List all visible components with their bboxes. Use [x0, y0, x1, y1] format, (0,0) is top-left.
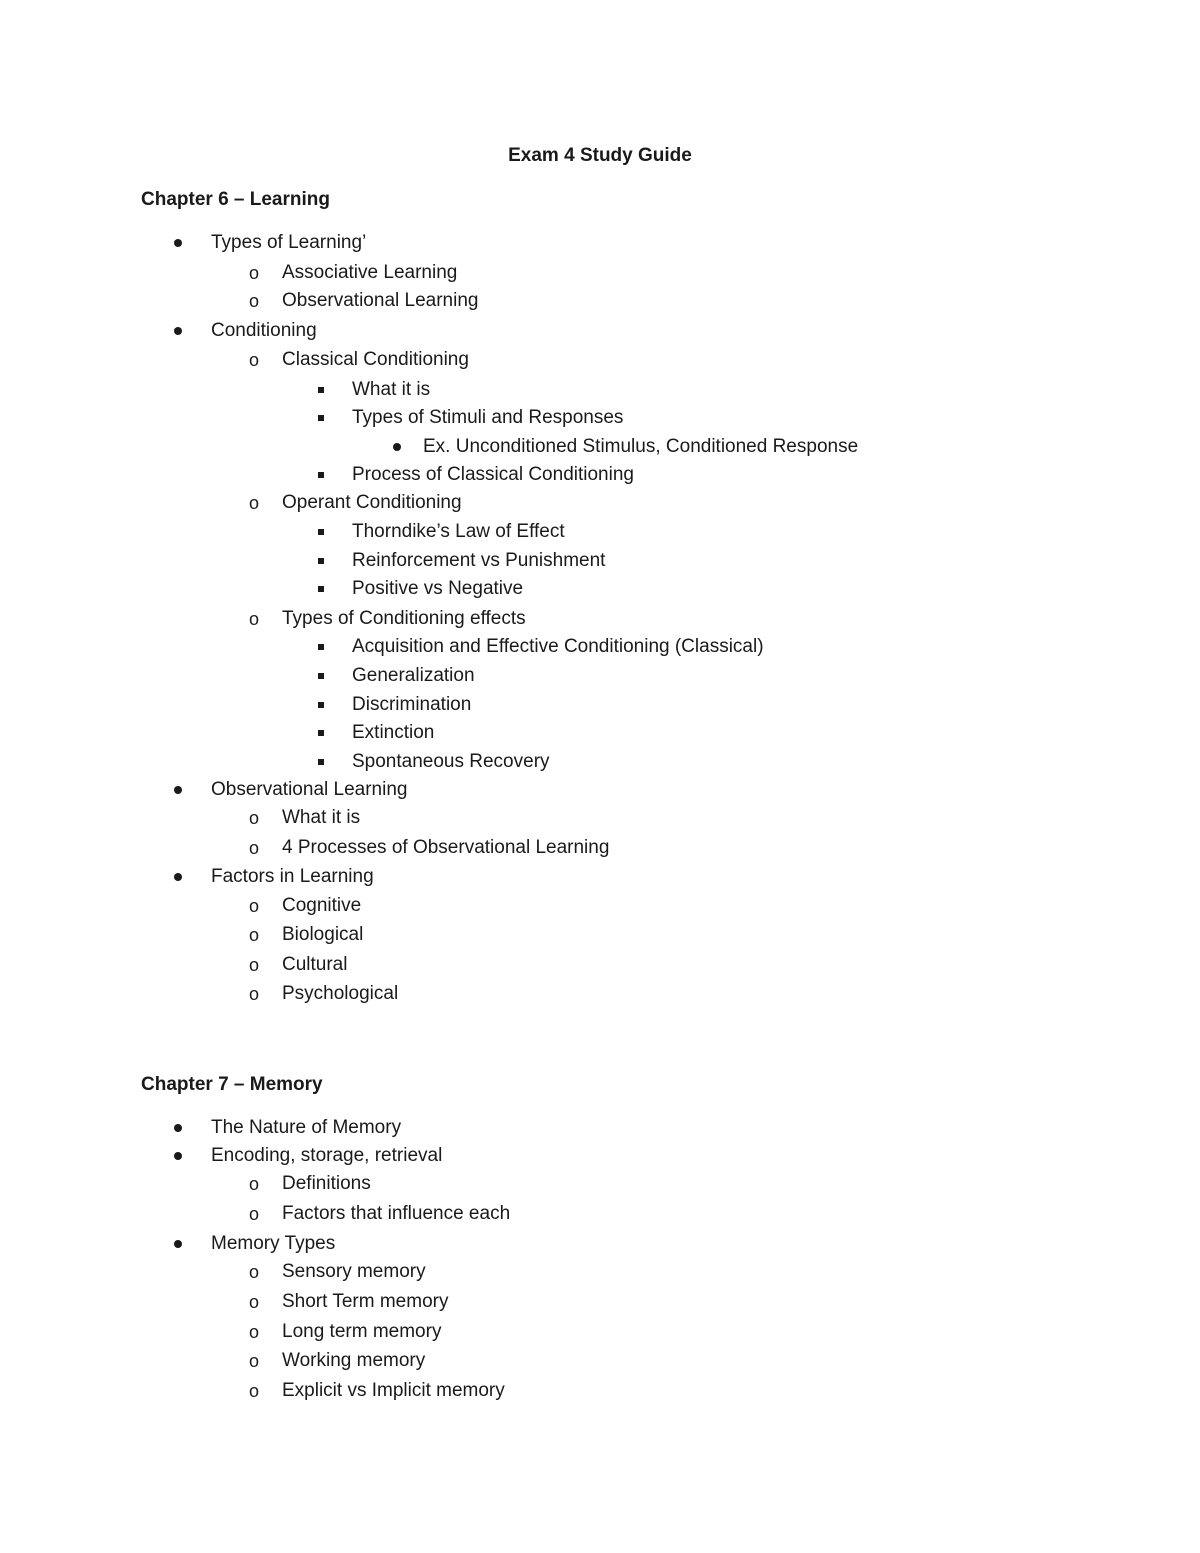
bullet-icon	[393, 434, 403, 460]
circle-bullet-icon: o	[249, 1174, 260, 1194]
page-title: Exam 4 Study Guide	[508, 145, 692, 166]
list-item-text: Biological	[282, 924, 364, 945]
list-item-text: Definitions	[282, 1173, 371, 1194]
list-item	[211, 777, 407, 803]
list-item	[352, 377, 430, 403]
square-bullet-icon	[318, 749, 326, 775]
list-item	[249, 1289, 449, 1315]
list-item	[249, 835, 610, 861]
list-item	[249, 606, 526, 632]
list-item	[249, 1171, 371, 1197]
list-item	[211, 864, 374, 890]
list-item-text: Associative Learning	[282, 262, 458, 283]
circle-bullet-icon: o	[249, 1204, 260, 1224]
list-item-text: Conditioning	[211, 320, 317, 341]
list-item	[249, 1201, 511, 1227]
circle-bullet-icon: o	[249, 808, 260, 828]
list-item	[249, 260, 458, 286]
circle-bullet-icon: o	[249, 838, 260, 858]
chapter-7-heading: Chapter 7 – Memory	[141, 1074, 323, 1095]
circle-bullet-icon: o	[249, 291, 260, 311]
bullet-icon	[174, 777, 184, 803]
list-item	[352, 576, 523, 602]
circle-bullet-icon: o	[249, 984, 260, 1004]
bullet-icon	[174, 318, 184, 344]
list-item	[211, 318, 317, 344]
list-item-text: Psychological	[282, 983, 399, 1004]
list-item	[249, 490, 462, 516]
chapter-6-heading: Chapter 6 – Learning	[141, 189, 330, 210]
list-item	[211, 1143, 442, 1169]
list-item-text: Working memory	[282, 1350, 426, 1371]
list-item	[211, 1115, 401, 1141]
list-item-text: Generalization	[352, 665, 475, 686]
list-item	[352, 749, 550, 775]
list-item-text: Acquisition and Effective Conditioning (Classical)	[352, 636, 764, 657]
list-item	[352, 462, 634, 488]
list-item-text: What it is	[352, 379, 431, 400]
square-bullet-icon	[318, 720, 326, 746]
list-item-text: 4 Processes of Observational Learning	[282, 837, 610, 858]
list-item-text: Sensory memory	[282, 1261, 426, 1282]
list-item	[249, 288, 479, 314]
list-item-text: Spontaneous Recovery	[352, 751, 550, 772]
square-bullet-icon	[318, 634, 326, 660]
circle-bullet-icon: o	[249, 1381, 260, 1401]
circle-bullet-icon: o	[249, 1292, 260, 1312]
list-item	[352, 548, 605, 574]
bullet-icon	[174, 1231, 184, 1257]
list-item	[249, 952, 348, 978]
list-item-text: Types of Learning’	[211, 232, 367, 253]
square-bullet-icon	[318, 576, 326, 602]
list-item-text: Memory Types	[211, 1233, 336, 1254]
list-item-text: Process of Classical Conditioning	[352, 464, 634, 485]
list-item-text: Discrimination	[352, 694, 472, 715]
list-item	[352, 519, 565, 545]
bullet-icon	[174, 230, 184, 256]
circle-bullet-icon: o	[249, 263, 260, 283]
list-item-text: Reinforcement vs Punishment	[352, 550, 606, 571]
list-item	[352, 405, 623, 431]
list-item-text: Factors in Learning	[211, 866, 374, 887]
list-item-text: Cognitive	[282, 895, 362, 916]
bullet-icon	[174, 1115, 184, 1141]
list-item-text: Classical Conditioning	[282, 349, 469, 370]
list-item	[249, 805, 361, 831]
list-item-text: Types of Stimuli and Responses	[352, 407, 624, 428]
circle-bullet-icon: o	[249, 896, 260, 916]
circle-bullet-icon: o	[249, 350, 260, 370]
list-item	[352, 634, 764, 660]
square-bullet-icon	[318, 405, 326, 431]
list-item-text: Factors that influence each	[282, 1203, 511, 1224]
square-bullet-icon	[318, 548, 326, 574]
list-item	[249, 1259, 426, 1285]
list-item-text: Extinction	[352, 722, 435, 743]
list-item	[249, 1378, 505, 1404]
square-bullet-icon	[318, 377, 326, 403]
list-item	[211, 1231, 335, 1257]
circle-bullet-icon: o	[249, 955, 260, 975]
list-item-text: Observational Learning	[282, 290, 479, 311]
list-item	[352, 692, 471, 718]
list-item	[249, 347, 469, 373]
list-item	[249, 922, 364, 948]
list-item	[352, 663, 475, 689]
list-item	[211, 230, 366, 256]
list-item-text: Observational Learning	[211, 779, 408, 800]
list-item-text: The Nature of Memory	[211, 1117, 402, 1138]
circle-bullet-icon: o	[249, 609, 260, 629]
list-item-text: Encoding, storage, retrieval	[211, 1145, 443, 1166]
list-item-text: Long term memory	[282, 1321, 442, 1342]
list-item-text: Thorndike’s Law of Effect	[352, 521, 565, 542]
list-item-text: Cultural	[282, 954, 348, 975]
square-bullet-icon	[318, 519, 326, 545]
list-item	[423, 434, 858, 460]
circle-bullet-icon: o	[249, 925, 260, 945]
list-item-text: Explicit vs Implicit memory	[282, 1380, 505, 1401]
square-bullet-icon	[318, 692, 326, 718]
circle-bullet-icon: o	[249, 1262, 260, 1282]
list-item	[249, 893, 362, 919]
bullet-icon	[174, 864, 184, 890]
list-item	[352, 720, 434, 746]
list-item-text: Types of Conditioning effects	[282, 608, 526, 629]
circle-bullet-icon: o	[249, 1351, 260, 1371]
list-item	[249, 1319, 442, 1345]
bullet-icon	[174, 1143, 184, 1169]
list-item-text: Positive vs Negative	[352, 578, 524, 599]
circle-bullet-icon: o	[249, 1322, 260, 1342]
list-item-text: Ex. Unconditioned Stimulus, Conditioned Response	[423, 436, 859, 457]
list-item-text: Operant Conditioning	[282, 492, 462, 513]
list-item-text: Short Term memory	[282, 1291, 449, 1312]
circle-bullet-icon: o	[249, 493, 260, 513]
square-bullet-icon	[318, 663, 326, 689]
list-item	[249, 1348, 426, 1374]
list-item	[249, 981, 399, 1007]
list-item-text: What it is	[282, 807, 361, 828]
square-bullet-icon	[318, 462, 326, 488]
